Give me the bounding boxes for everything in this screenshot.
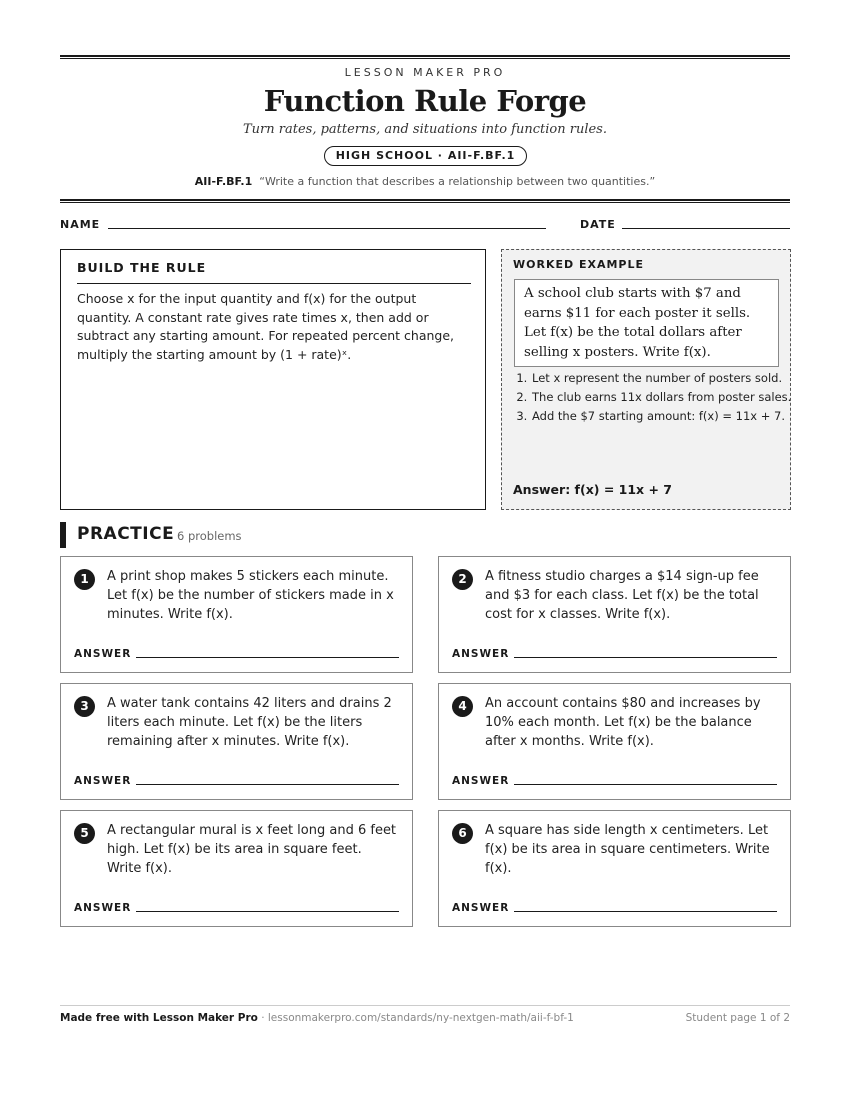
build-the-rule-divider <box>77 283 471 284</box>
standard-code: AII-F.BF.1 <box>194 175 253 188</box>
level-badge: HIGH SCHOOL · AII-F.BF.1 <box>324 146 527 166</box>
answer-label: ANSWER <box>74 775 132 787</box>
answer-field[interactable] <box>514 657 777 658</box>
answer-label: ANSWER <box>74 648 132 660</box>
date-label: DATE <box>580 218 616 231</box>
answer-field[interactable] <box>136 657 399 658</box>
date-field[interactable] <box>622 228 790 229</box>
worked-example-answer: Answer: f(x) = 11x + 7 <box>513 482 672 497</box>
practice-count: 6 problems <box>177 529 242 543</box>
problem-text: An account contains $80 and increases by 10% each month. Let f(x) be the balance after x months. Write f(x). <box>485 696 761 749</box>
problem-number-badge: 6 <box>452 823 473 844</box>
worked-example-problem: A school club starts with $7 and earns $11 for each poster it sells. Let f(x) be the total dollars after selling x posters. Write f(x). <box>514 279 779 367</box>
practice-heading: PRACTICE <box>77 524 175 544</box>
footer-divider <box>60 1005 790 1006</box>
answer-field[interactable] <box>136 911 399 912</box>
problem-number-badge: 3 <box>74 696 95 717</box>
page-subtitle: Turn rates, patterns, and situations into function rules. <box>243 122 607 137</box>
practice-problem-card <box>438 683 791 800</box>
practice-problem-card <box>438 810 791 927</box>
problem-text: A water tank contains 42 liters and drains 2 liters each minute. Let f(x) be the liters remaining after x minutes. Write f(x). <box>107 696 392 749</box>
problem-number-badge: 4 <box>452 696 473 717</box>
page-title: Function Rule Forge <box>263 84 587 118</box>
footer-page-number: Student page 1 of 2 <box>685 1012 790 1024</box>
problem-number-badge: 5 <box>74 823 95 844</box>
answer-label: ANSWER <box>452 775 510 787</box>
answer-field[interactable] <box>514 911 777 912</box>
brand-name: LESSON MAKER PRO <box>344 66 506 79</box>
standard-text: “Write a function that describes a relationship between two quantities.” <box>259 175 656 188</box>
problem-text: A print shop makes 5 stickers each minute. Let f(x) be the number of stickers made in x minutes. Write f(x). <box>107 569 394 622</box>
answer-label: ANSWER <box>452 902 510 914</box>
name-label: NAME <box>60 218 101 231</box>
problem-text: A fitness studio charges a $14 sign-up fee and $3 for each class. Let f(x) be the total cost for x classes. Write f(x). <box>485 569 759 622</box>
practice-accent-bar <box>60 522 66 548</box>
worked-example-box <box>501 249 791 510</box>
worked-example-step: 2. The club earns 11x dollars from poster sales. <box>531 389 793 406</box>
answer-field[interactable] <box>136 784 399 785</box>
footer-made-with: Made free with Lesson Maker Pro <box>60 1012 258 1024</box>
worked-example-step: 3. Add the $7 starting amount: f(x) = 11x + 7. <box>531 408 793 425</box>
practice-problem-card <box>438 556 791 673</box>
problem-number-badge: 2 <box>452 569 473 590</box>
worked-example-heading: WORKED EXAMPLE <box>513 258 644 271</box>
answer-label: ANSWER <box>74 902 132 914</box>
name-field[interactable] <box>108 228 546 229</box>
worked-example-step: 1. Let x represent the number of posters sold. <box>531 370 793 387</box>
answer-field[interactable] <box>514 784 777 785</box>
problem-text: A rectangular mural is x feet long and 6 feet high. Let f(x) be its area in square feet. Write f(x). <box>107 823 397 876</box>
practice-problem-card <box>60 556 413 673</box>
worked-example-steps <box>513 370 793 427</box>
top-double-rule <box>60 55 790 59</box>
footer-url[interactable]: · lessonmakerpro.com/standards/ny-nextgen-math/aii-f-bf-1 <box>257 1012 574 1024</box>
header-bottom-double-rule <box>60 199 790 203</box>
footer-credit <box>60 1012 574 1024</box>
practice-problem-card <box>60 683 413 800</box>
problem-number-badge: 1 <box>74 569 95 590</box>
practice-problem-card <box>60 810 413 927</box>
problem-text: A square has side length x centimeters. Let f(x) be its area in square centimeters. Write f(x). <box>485 823 770 876</box>
answer-label: ANSWER <box>452 648 510 660</box>
build-the-rule-body: Choose x for the input quantity and f(x) for the output quantity. A constant rate gives rate times x, then add or subtract any starting amount. For repeated percent change, multiply the starting amount by (1 + rate)ˣ. <box>77 291 455 362</box>
build-the-rule-box <box>60 249 486 510</box>
build-the-rule-heading: BUILD THE RULE <box>77 260 207 275</box>
standard-line <box>0 175 850 188</box>
